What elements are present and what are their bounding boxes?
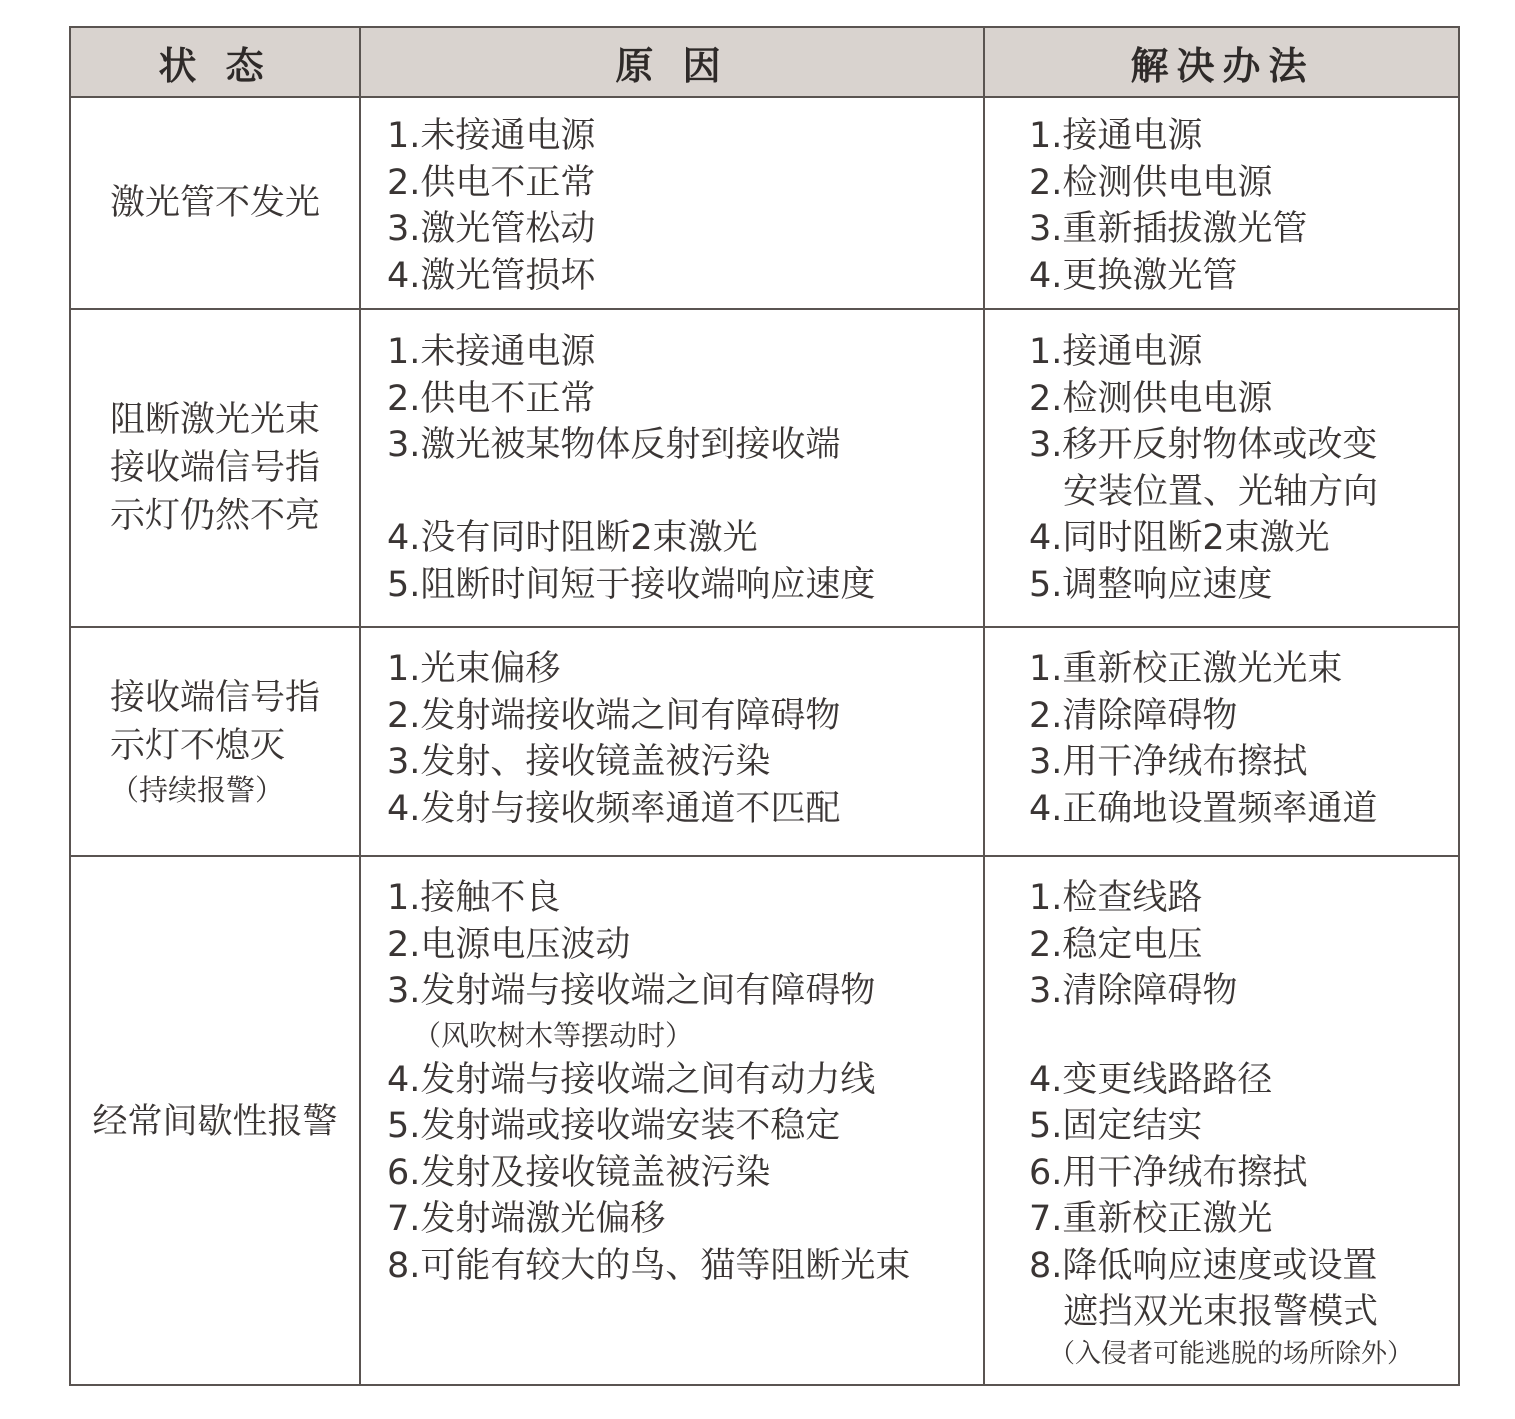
solution-item: 1.检查线路 (1029, 878, 1203, 918)
solution-item: 6.用干净绒布擦拭 (1029, 1152, 1308, 1193)
state-line: 接收端信号指 (109, 677, 320, 718)
solution-item: 2.检测供电电源 (1029, 378, 1273, 419)
row-3-solutions (1029, 646, 1377, 832)
cause-item: 2.供电不正常 (387, 378, 596, 419)
solution-item-continued: 遮挡双光束报警模式 (1063, 1292, 1379, 1332)
solution-item: 1.重新校正激光光束 (1029, 649, 1343, 689)
solution-item: 1.接通电源 (1029, 332, 1203, 372)
cause-note: （风吹树木等摆动时） (413, 1018, 694, 1052)
solution-item: 1.接通电源 (1029, 116, 1203, 156)
cause-item: 4.没有同时阻断2束激光 (387, 518, 758, 558)
cause-item: 1.光束偏移 (387, 649, 561, 689)
state-line: 示灯仍然不亮 (109, 496, 320, 536)
row-1-solutions (1029, 113, 1307, 299)
cause-item: 5.发射端或接收端安装不稳定 (387, 1106, 841, 1146)
row-2-solutions (1029, 329, 1378, 608)
header-solution: 解决办法 (1130, 43, 1315, 88)
solution-item: 4.变更线路路径 (1029, 1059, 1273, 1100)
solution-item: 4.正确地设置频率通道 (1029, 788, 1378, 829)
solution-note: （入侵者可能逃脱的场所除外） (1049, 1338, 1414, 1369)
solution-item: 8.降低响应速度或设置 (1029, 1245, 1378, 1286)
row-4-state (71, 857, 359, 1386)
row-3-state (71, 628, 359, 855)
solution-item: 2.稳定电压 (1029, 924, 1203, 965)
spacer (1029, 1015, 1413, 1057)
header-cause: 原 因 (615, 43, 729, 88)
solution-item: 7.重新校正激光 (1029, 1199, 1273, 1239)
solution-item: 4.更换激光管 (1029, 255, 1238, 296)
solution-item: 2.清除障碍物 (1029, 695, 1238, 736)
cause-item: 4.激光管损坏 (387, 255, 596, 296)
state-note: （持续报警） (109, 772, 284, 807)
column-divider (359, 28, 361, 1384)
row-1-state (71, 98, 359, 308)
state-line: 激光管不发光 (109, 183, 320, 223)
row-1-causes (387, 113, 595, 299)
cause-item: 1.未接通电源 (387, 116, 596, 156)
row-4-solutions (1029, 875, 1413, 1372)
column-divider (983, 28, 985, 1384)
cause-item: 3.激光被某物体反射到接收端 (387, 425, 841, 465)
solution-item: 3.清除障碍物 (1029, 971, 1238, 1011)
row-4-causes (387, 875, 910, 1289)
solution-item: 3.用干净绒布擦拭 (1029, 742, 1308, 782)
cause-item: 1.未接通电源 (387, 332, 596, 372)
solution-item: 2.检测供电电源 (1029, 162, 1273, 203)
solution-item: 5.调整响应速度 (1029, 564, 1273, 605)
row-2-causes (387, 329, 875, 608)
cause-item: 5.阻断时间短于接收端响应速度 (387, 564, 876, 605)
solution-item: 3.移开反射物体或改变 (1029, 425, 1378, 465)
cause-item: 1.接触不良 (387, 878, 561, 918)
cause-item: 8.可能有较大的鸟、猫等阻断光束 (387, 1245, 911, 1286)
header-state: 状 态 (158, 43, 272, 88)
cause-item: 3.发射、接收镜盖被污染 (387, 742, 771, 782)
solution-item-continued: 安装位置、光轴方向 (1063, 471, 1379, 512)
cause-item: 3.激光管松动 (387, 209, 596, 249)
cause-item: 6.发射及接收镜盖被污染 (387, 1152, 771, 1193)
row-2-state (71, 310, 359, 626)
cause-item: 2.电源电压波动 (387, 924, 631, 965)
state-line: 经常间歇性报警 (92, 1101, 338, 1142)
state-line: 接收端信号指 (109, 448, 320, 488)
cause-item: 2.供电不正常 (387, 162, 596, 203)
cause-item: 7.发射端激光偏移 (387, 1199, 666, 1239)
cause-item: 2.发射端接收端之间有障碍物 (387, 695, 841, 736)
state-line: 示灯不熄灭 (109, 725, 285, 766)
state-line: 阻断激光光束 (109, 400, 320, 440)
spacer (387, 469, 875, 516)
row-3-causes (387, 646, 840, 832)
cause-item: 4.发射与接收频率通道不匹配 (387, 788, 841, 829)
solution-item: 3.重新插拔激光管 (1029, 209, 1308, 249)
troubleshooting-table (69, 26, 1460, 1386)
cause-item: 4.发射端与接收端之间有动力线 (387, 1059, 876, 1100)
table-header (71, 28, 1458, 98)
cause-item: 3.发射端与接收端之间有障碍物 (387, 971, 876, 1011)
solution-item: 4.同时阻断2束激光 (1029, 518, 1330, 558)
solution-item: 5.固定结实 (1029, 1106, 1203, 1146)
